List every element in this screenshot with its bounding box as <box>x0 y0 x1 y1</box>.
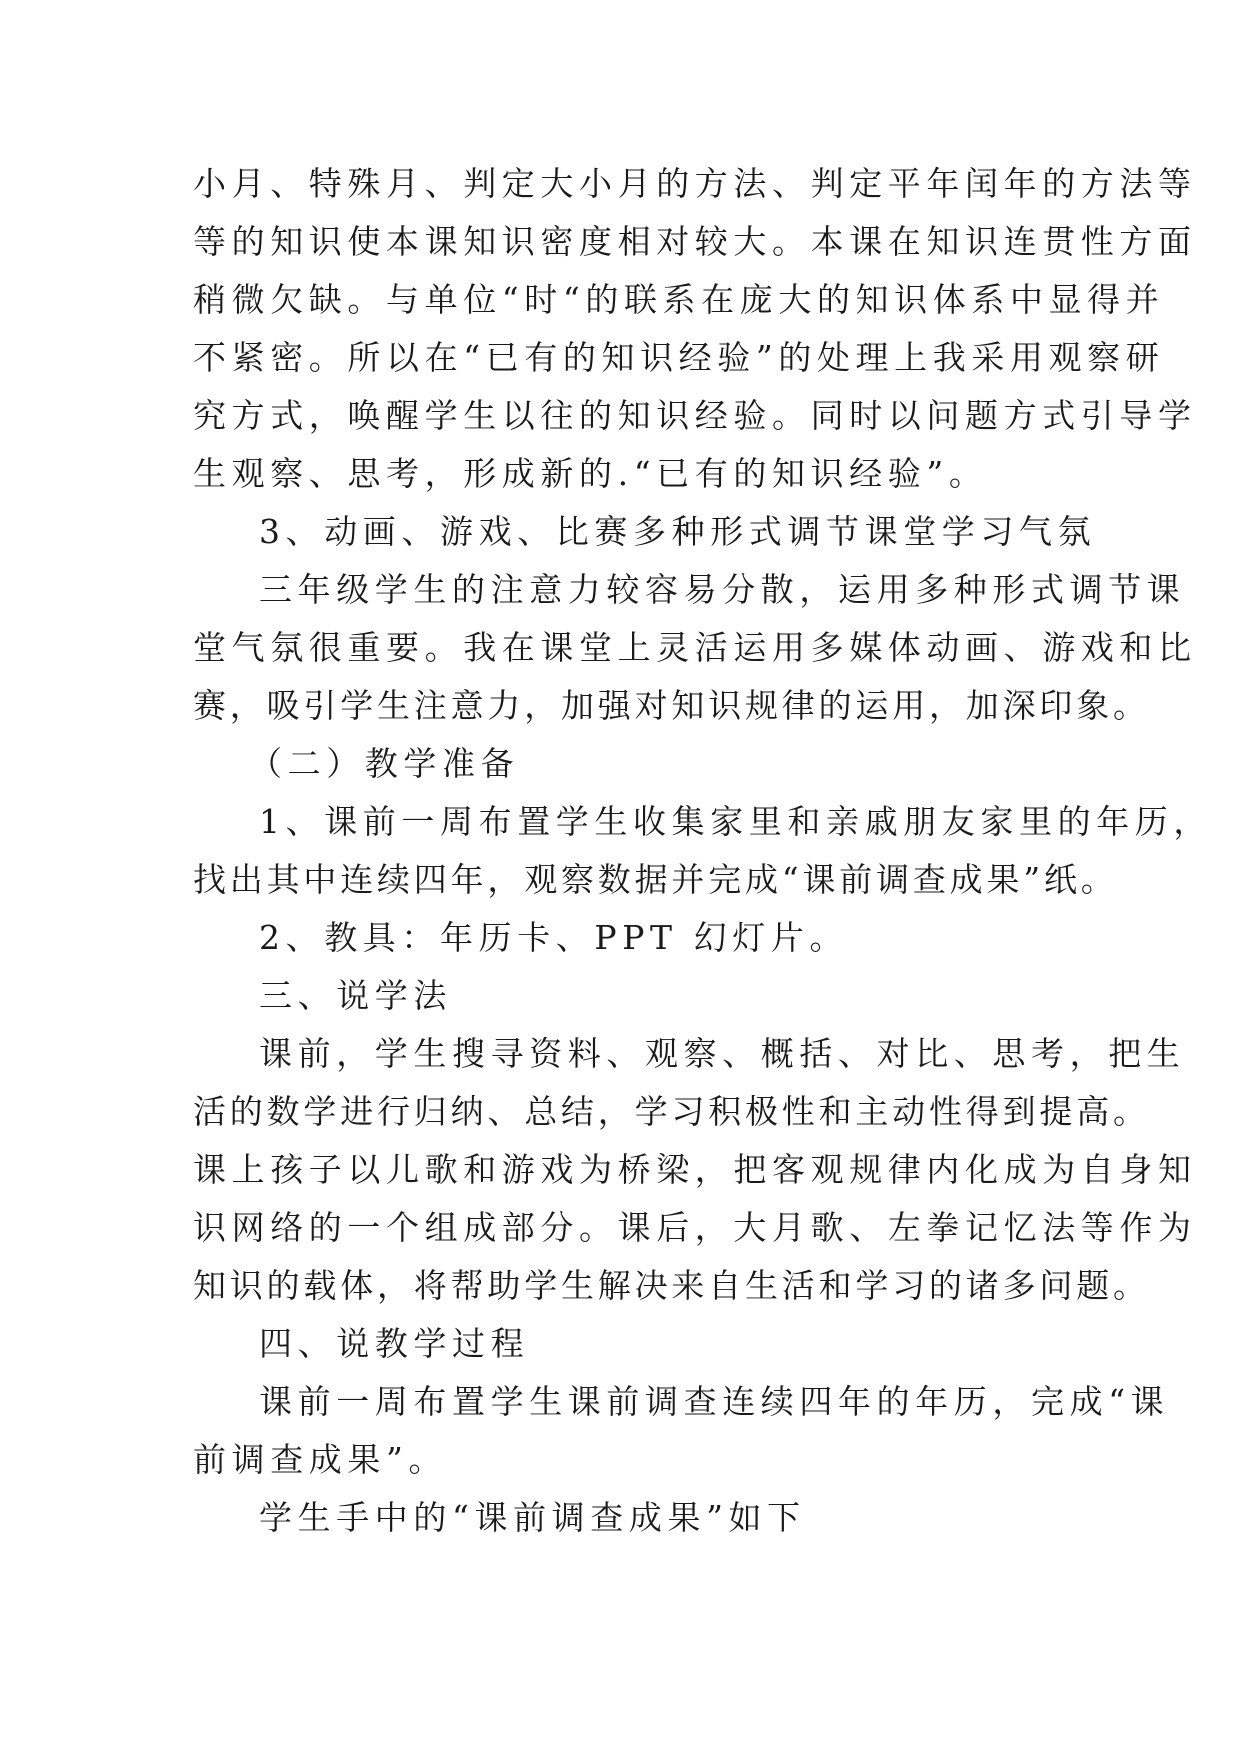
paragraph-line: 赛，吸引学生注意力，加强对知识规律的运用，加深印象。 <box>193 686 1150 725</box>
paragraph-line: 堂气氛很重要。我在课堂上灵活运用多媒体动画、游戏和比 <box>193 628 1197 667</box>
paragraph-line: 课前，学生搜寻资料、观察、概括、对比、思考，把生 <box>259 1034 1186 1073</box>
paragraph-line: 学生手中的“课前调查成果”如下 <box>259 1498 806 1537</box>
section-heading: 四、说教学过程 <box>259 1324 530 1363</box>
paragraph-line: 稍微欠缺。与单位“时“的联系在庞大的知识体系中显得并 <box>193 280 1165 319</box>
document-body <box>193 155 1212 1547</box>
paragraph-line: 课前一周布置学生课前调查连续四年的年历，完成“课 <box>259 1382 1170 1421</box>
section-heading: 三、说学法 <box>259 976 452 1015</box>
paragraph-line: 课上孩子以儿歌和游戏为桥梁，把客观规律内化成为自身知 <box>193 1150 1197 1189</box>
paragraph-line: 生观察、思考，形成新的.“已有的知识经验”。 <box>193 454 988 493</box>
paragraph-line: 究方式，唤醒学生以往的知识经验。同时以问题方式引导学 <box>193 396 1197 435</box>
paragraph-line: 知识的载体，将帮助学生解决来自生活和学习的诸多问题。 <box>193 1266 1150 1305</box>
paragraph-line: 三年级学生的注意力较容易分散，运用多种形式调节课 <box>259 570 1186 609</box>
paragraph-line: 识网络的一个组成部分。课后，大月歌、左拳记忆法等作为 <box>193 1208 1197 1247</box>
paragraph-line: 等的知识使本课知识密度相对较大。本课在知识连贯性方面 <box>193 222 1197 261</box>
section-heading: （二）教学准备 <box>249 744 520 783</box>
paragraph-line: 2、教具：年历卡、PPT 幻灯片。 <box>259 918 849 957</box>
paragraph-line: 找出其中连续四年，观察数据并完成“课前调查成果”纸。 <box>193 860 1118 899</box>
paragraph-line: 1、课前一周布置学生收集家里和亲戚朋友家里的年历， <box>259 802 1212 841</box>
paragraph-line: 前调查成果”。 <box>193 1440 448 1479</box>
paragraph-line: 活的数学进行归纳、总结，学习积极性和主动性得到提高。 <box>193 1092 1150 1131</box>
paragraph-line: 小月、特殊月、判定大小月的方法、判定平年闰年的方法等 <box>193 164 1197 203</box>
paragraph-line: 不紧密。所以在“已有的知识经验”的处理上我采用观察研 <box>193 338 1165 377</box>
section-heading: 3、动画、游戏、比赛多种形式调节课堂学习气氛 <box>259 512 1097 551</box>
